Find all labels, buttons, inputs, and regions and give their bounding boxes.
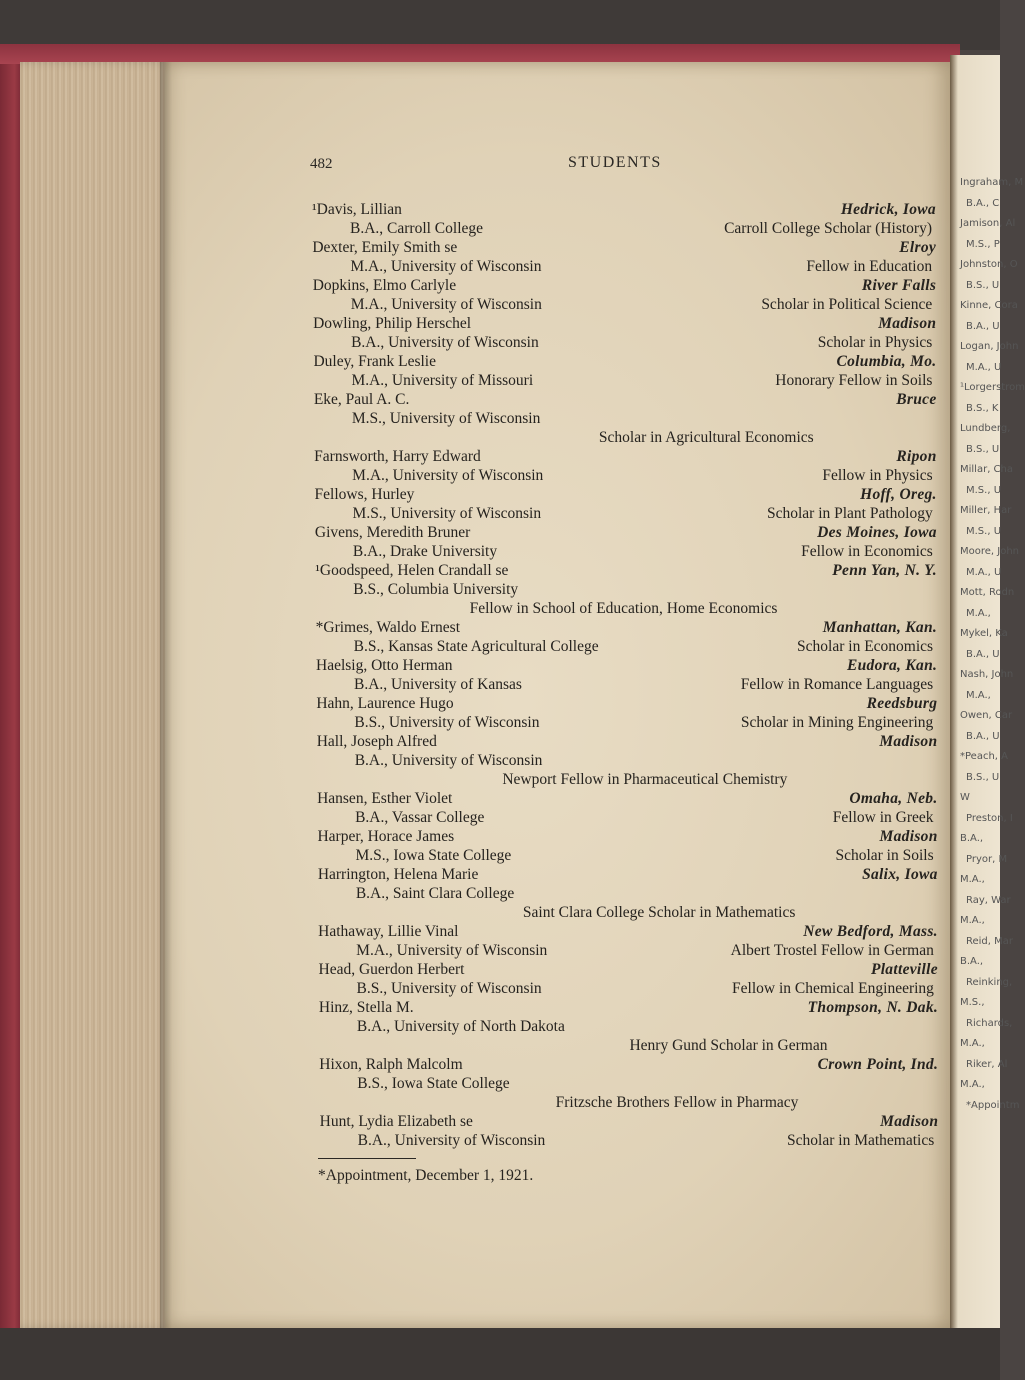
next-page-fragment: Johnston, O	[960, 259, 1018, 270]
student-degree: B.S., University of Wisconsin	[354, 714, 540, 731]
next-page-fragment: B.A., U	[966, 730, 1000, 742]
student-name: Farnsworth, Harry Edward	[314, 448, 481, 465]
entry-award-line	[629, 1036, 827, 1055]
student-location: Hedrick, Iowa	[840, 201, 936, 218]
student-location: Madison	[879, 828, 938, 845]
student-name: Dexter, Emily Smith se	[312, 239, 458, 256]
next-page-fragment: Pryor, M	[966, 853, 1008, 865]
student-name: Hathaway, Lillie Vinal	[318, 923, 459, 940]
entry-name-line	[319, 1055, 938, 1074]
student-degree: M.A., University of Wisconsin	[350, 296, 542, 313]
student-name: Dowling, Philip Herschel	[313, 315, 472, 332]
entry-name-line	[320, 1112, 939, 1131]
footnote-rule	[318, 1158, 416, 1159]
page-title: STUDENTS	[568, 154, 662, 171]
next-page-fragment: Reinking,	[966, 976, 1013, 988]
next-page-fragment: B.A.,	[960, 833, 984, 844]
student-award: Scholar in Political Science	[761, 296, 933, 313]
entry-degree-line	[351, 371, 932, 390]
student-award: Fritzsche Brothers Fellow in Pharmacy	[555, 1094, 799, 1111]
student-degree: M.S., Iowa State College	[355, 847, 512, 864]
next-page-fragment: B.A., U	[966, 320, 1000, 332]
next-page-fragment: Richards,	[966, 1017, 1013, 1029]
next-page-fragment: M.A.,	[960, 915, 985, 926]
student-award: Fellow in Chemical Engineering	[732, 980, 934, 997]
entry-degree-line	[356, 941, 934, 960]
entry-name-line	[314, 447, 936, 466]
next-page-fragment: M.S., U	[966, 525, 1002, 537]
student-name: Head, Guerdon Herbert	[318, 961, 465, 978]
next-page-fragment: M.A.,	[960, 874, 985, 885]
entry-degree-line	[354, 713, 933, 732]
student-degree: B.A., Carroll College	[350, 220, 484, 237]
next-page-fragment: B.S., K	[966, 402, 999, 414]
entry-degree-line	[358, 1131, 935, 1150]
entry-degree-line	[350, 257, 932, 276]
student-location: Bruce	[896, 391, 937, 408]
student-award: Honorary Fellow in Soils	[775, 372, 933, 389]
next-page-fragment: Jamison, Al	[960, 218, 1016, 229]
student-award: Scholar in Economics	[797, 638, 934, 655]
next-page-fragment: M.A., U	[966, 566, 1002, 578]
student-name: ¹Davis, Lillian	[312, 201, 402, 218]
student-name: Hahn, Laurence Hugo	[316, 695, 454, 712]
next-page-fragment: B.A.,	[960, 956, 984, 967]
student-degree: M.A., University of Wisconsin	[356, 942, 548, 959]
student-award: Fellow in Education	[806, 258, 933, 275]
entry-name-line	[315, 523, 937, 542]
book-cover-top	[0, 44, 960, 64]
student-award: Newport Fellow in Pharmaceutical Chemistry	[502, 771, 788, 788]
next-page-fragment: M.S., P	[966, 238, 1000, 250]
entry-degree-line	[353, 580, 933, 599]
next-page-fragment: M.A.,	[960, 1038, 985, 1049]
student-degree: B.A., Vassar College	[355, 809, 485, 826]
student-name: Dopkins, Elmo Carlyle	[312, 277, 457, 294]
student-location: Madison	[880, 1113, 939, 1130]
next-page-fragment: M.S., U	[966, 484, 1002, 496]
next-page-fragment: Kinne, Cora	[960, 300, 1018, 311]
student-name: Givens, Meredith Bruner	[314, 524, 471, 541]
entry-name-line	[316, 656, 937, 675]
student-award: Fellow in Romance Languages	[740, 676, 934, 693]
next-page-fragment: Lundberg,	[960, 423, 1011, 434]
entry-degree-line	[353, 504, 933, 523]
student-award: Henry Gund Scholar in German	[629, 1037, 828, 1054]
entry-degree-line	[352, 409, 933, 428]
entry-name-line	[313, 352, 936, 371]
entry-name-line	[318, 865, 938, 884]
student-name: Hixon, Ralph Malcolm	[319, 1056, 463, 1073]
page-number: 482	[310, 156, 333, 172]
page-stack-edges	[20, 62, 170, 1328]
next-page-fragment: M.A., U	[966, 361, 1002, 373]
student-name: Hinz, Stella M.	[318, 999, 414, 1016]
next-page-fragment: M.A.,	[966, 607, 991, 619]
entry-name-line	[313, 314, 936, 333]
entry-degree-line	[357, 1074, 934, 1093]
entry-degree-line	[357, 979, 934, 998]
student-degree: B.A., University of Wisconsin	[354, 752, 543, 769]
student-location: Madison	[879, 733, 938, 750]
student-award: Scholar in Physics	[817, 334, 933, 351]
student-degree: M.A., University of Wisconsin	[352, 467, 544, 484]
footnote: *Appointment, December 1, 1921.	[318, 1167, 534, 1184]
student-award: Scholar in Soils	[835, 847, 934, 864]
entry-name-line	[317, 789, 937, 808]
student-location: Platteville	[870, 961, 938, 978]
student-location: Madison	[878, 315, 937, 332]
entry-award-line	[470, 599, 778, 618]
student-name: Hall, Joseph Alfred	[316, 733, 437, 750]
entry-degree-line	[355, 751, 934, 770]
entry-name-line	[316, 694, 937, 713]
student-degree: B.A., Saint Clara College	[355, 885, 515, 902]
entry-degree-line	[354, 637, 933, 656]
next-page-fragment: Logan, John	[960, 341, 1019, 352]
next-page-fragment: Ray, War	[966, 894, 1011, 906]
student-location: Omaha, Neb.	[849, 790, 938, 807]
next-page-fragment: Owen, Car	[960, 710, 1013, 721]
student-award: Fellow in Physics	[822, 467, 933, 484]
student-degree: M.S., University of Wisconsin	[351, 410, 541, 427]
student-location: River Falls	[861, 277, 937, 294]
entry-degree-line	[354, 675, 933, 694]
next-page-fragment: Preston, I	[966, 812, 1013, 824]
student-location: Penn Yan, N. Y.	[832, 562, 937, 579]
next-page-fragment: M.A.,	[966, 689, 991, 701]
entry-name-line	[316, 618, 937, 637]
next-page-fragment: M.S.,	[960, 997, 985, 1008]
student-location: New Bedford, Mass.	[803, 923, 938, 940]
next-page-fragment: Miller, Har	[960, 505, 1012, 516]
next-page-fragment: Millar, Cha	[960, 464, 1014, 475]
next-page-fragment: Ingraham, M	[960, 177, 1024, 188]
student-name: Harper, Horace James	[317, 828, 455, 845]
next-page-fragment: Moore, John	[960, 546, 1020, 557]
entry-degree-line	[356, 884, 934, 903]
next-page-fragment: W	[960, 792, 970, 803]
entry-name-line	[314, 390, 937, 409]
student-name: ¹Goodspeed, Helen Crandall se	[315, 562, 509, 579]
student-location: Hoff, Oreg.	[860, 486, 937, 503]
student-location: Elroy	[899, 239, 937, 256]
student-degree: B.A., Drake University	[352, 543, 498, 560]
student-degree: B.S., Iowa State College	[357, 1075, 510, 1092]
entry-degree-line	[352, 466, 932, 485]
student-degree: B.A., University of Wisconsin	[357, 1132, 546, 1149]
student-location: Columbia, Mo.	[836, 353, 937, 370]
next-page-fragment: Mykel, Ka	[960, 628, 1008, 639]
student-name: Eke, Paul A. C.	[313, 391, 410, 408]
next-page-fragment: ¹Lorgerstrom	[960, 382, 1025, 393]
entry-degree-line	[353, 542, 933, 561]
student-degree: B.A., University of Kansas	[354, 676, 522, 693]
student-location: Salix, Iowa	[862, 866, 938, 883]
background-bottom	[0, 1328, 1000, 1380]
student-location: Reedsburg	[866, 695, 938, 712]
student-degree: B.A., University of Wisconsin	[351, 334, 539, 351]
entry-degree-line	[355, 846, 933, 865]
next-page-fragment: *Appointm	[966, 1099, 1020, 1111]
student-degree: M.A., University of Wisconsin	[350, 258, 542, 275]
student-degree: B.A., University of North Dakota	[356, 1018, 565, 1035]
student-name: Hansen, Esther Violet	[317, 790, 453, 807]
next-page-fragment: Reid, Mar	[966, 935, 1014, 947]
student-name: Harrington, Helena Marie	[317, 866, 479, 883]
student-award: Scholar in Plant Pathology	[766, 505, 933, 522]
spine-shadow	[160, 62, 172, 1328]
student-award: Fellow in Economics	[801, 543, 933, 560]
entry-name-line	[317, 732, 938, 751]
entry-name-line	[315, 561, 937, 580]
next-page-fragment: M.A.,	[960, 1079, 985, 1090]
entry-name-line	[318, 922, 938, 941]
entry-degree-line	[357, 1017, 934, 1036]
entry-degree-line	[351, 333, 932, 352]
entry-name-line	[319, 998, 938, 1017]
next-page-fragment: Nash, John	[960, 669, 1014, 680]
entry-name-line	[312, 200, 936, 219]
student-name: Haelsig, Otto Herman	[316, 657, 453, 674]
entry-name-line	[319, 960, 938, 979]
next-page-fragment: B.A., C	[966, 197, 1000, 209]
entry-name-line	[312, 238, 936, 257]
student-award: Fellow in School of Education, Home Economics	[469, 600, 778, 617]
student-degree: B.S., Kansas State Agricultural College	[353, 638, 599, 655]
student-name: *Grimes, Waldo Ernest	[315, 619, 461, 636]
student-location: Ripon	[896, 448, 937, 465]
entry-degree-line	[351, 295, 932, 314]
student-degree: M.A., University of Missouri	[351, 372, 534, 389]
student-award: Saint Clara College Scholar in Mathematics	[522, 904, 796, 921]
entry-award-line	[556, 1093, 799, 1112]
next-page-fragment: B.S., U	[966, 279, 1000, 291]
student-degree: B.S., University of Wisconsin	[356, 980, 542, 997]
student-location: Thompson, N. Dak.	[807, 999, 939, 1016]
student-location: Crown Point, Ind.	[817, 1056, 939, 1073]
student-award: Carroll College Scholar (History)	[724, 220, 932, 237]
student-location: Des Moines, Iowa	[817, 524, 937, 541]
entry-name-line	[315, 485, 937, 504]
student-location: Eudora, Kan.	[847, 657, 938, 674]
next-page-fragment: *Peach, A	[960, 751, 1008, 762]
next-page-fragment: Mott, Rodn	[960, 587, 1015, 598]
entry-award-line	[502, 770, 787, 789]
entry-degree-line	[350, 219, 932, 238]
student-award: Scholar in Mathematics	[787, 1132, 935, 1149]
next-page-fragment: B.S., U	[966, 443, 1000, 455]
next-page-fragment: Riker, Al	[966, 1058, 1008, 1070]
entry-award-line	[599, 428, 814, 447]
student-name: Duley, Frank Leslie	[313, 353, 436, 370]
entry-degree-line	[355, 808, 933, 827]
student-location: Manhattan, Kan.	[822, 619, 938, 636]
student-name: Fellows, Hurley	[314, 486, 415, 503]
student-degree: B.S., Columbia University	[353, 581, 519, 598]
entry-name-line	[317, 827, 937, 846]
background-top	[0, 0, 1000, 50]
student-award: Scholar in Agricultural Economics	[598, 429, 814, 446]
student-award: Fellow in Greek	[832, 809, 934, 826]
next-page-fragment: B.A., U	[966, 648, 1000, 660]
student-name: Hunt, Lydia Elizabeth se	[319, 1113, 473, 1130]
student-award: Albert Trostel Fellow in German	[730, 942, 934, 959]
next-page-fragment: B.S., U	[966, 771, 1000, 783]
entry-name-line	[313, 276, 936, 295]
entry-award-line	[523, 903, 795, 922]
student-degree: M.S., University of Wisconsin	[352, 505, 542, 522]
student-award: Scholar in Mining Engineering	[740, 714, 934, 731]
